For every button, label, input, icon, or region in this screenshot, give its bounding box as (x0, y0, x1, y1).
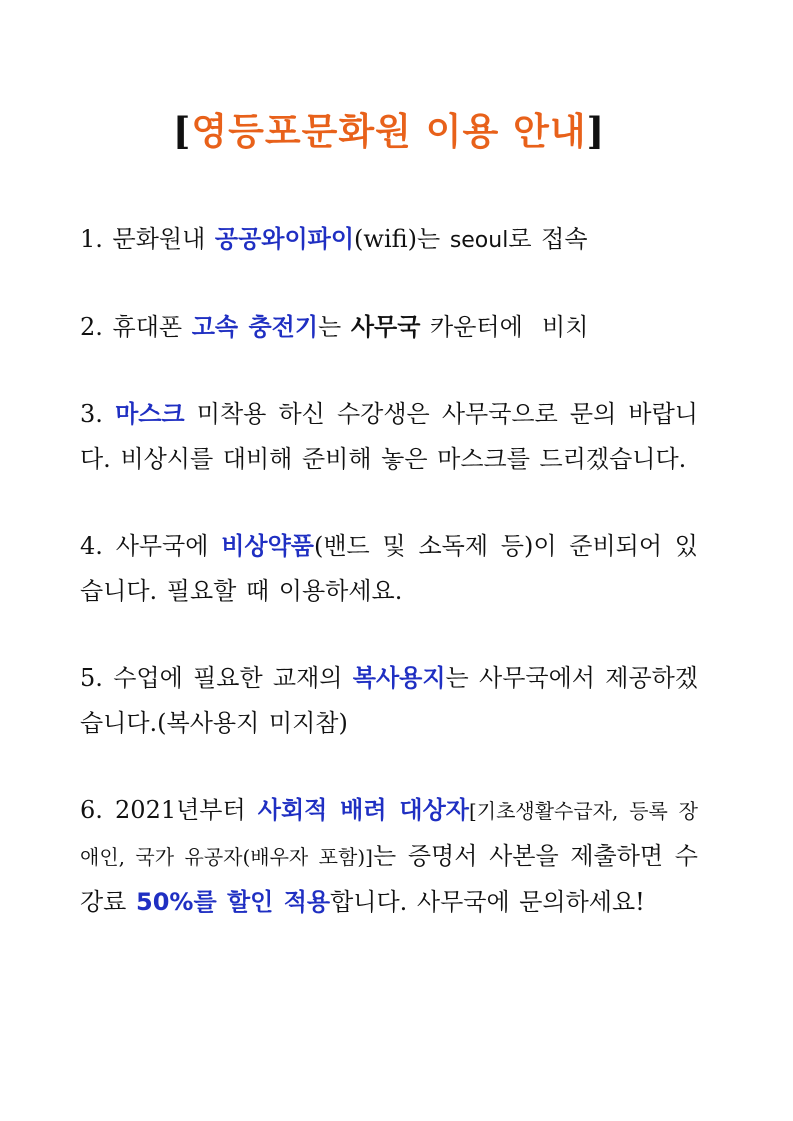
item-text: 는 사무국에서 제공하겠습니다.(복사용지 미지참) (80, 664, 698, 737)
title-text: 영등포문화원 이용 안내 (191, 109, 587, 153)
item-text: 로 접속 (508, 225, 588, 253)
notice-item-charger (80, 305, 698, 350)
item-text: 휴대폰 (112, 313, 192, 341)
title-open-bracket: [ (172, 109, 192, 153)
eligible-group-details: [기초생활수급자, 등록 장애인, 국가 유공자(배우자 포함)] (80, 799, 699, 869)
item-text: 카운터에 비치 (420, 313, 589, 341)
highlight-mask: 마스크 (115, 400, 185, 428)
highlight-public-wifi: 공공와이파이 (214, 225, 355, 253)
highlight-eligible-group: 사회적 배려 대상자 (257, 796, 469, 824)
item-text: 는 증명서 사본을 제출하면 수강료 (80, 842, 698, 916)
highlight-office: 사무국 (350, 313, 421, 341)
highlight-fast-charger: 고속 충전기 (191, 313, 319, 341)
page-title (80, 103, 698, 159)
item-number: 1. (80, 225, 103, 253)
item-text: (밴드 및 소독제 등)이 준비되어 있습니다. 필요할 때 이용하세요. (80, 532, 698, 605)
highlight-copy-paper: 복사용지 (352, 664, 446, 692)
title-close-bracket: ] (586, 109, 606, 153)
highlight-emergency-medicine: 비상약품 (221, 532, 314, 560)
item-text: 문화원내 (112, 225, 215, 253)
item-text: 사무국에 (115, 532, 222, 560)
notice-item-copy-paper (80, 656, 698, 746)
highlight-discount: 50%를 할인 적용 (136, 888, 331, 916)
notice-item-mask (80, 392, 698, 482)
item-text: 2021년부터 (115, 796, 258, 824)
item-number: 6. (80, 796, 103, 824)
item-text: 는 (318, 313, 351, 341)
item-text: 합니다. 사무국에 문의하세요! (330, 888, 645, 916)
notice-item-discount (80, 788, 698, 925)
item-number: 2. (80, 313, 103, 341)
item-number: 4. (80, 532, 103, 560)
notice-item-wifi (80, 217, 698, 263)
item-number: 3. (80, 400, 103, 428)
wifi-network-name: seoul (449, 228, 509, 253)
item-number: 5. (80, 664, 103, 692)
notice-item-first-aid (80, 524, 698, 614)
item-text: 수업에 필요한 교재의 (113, 664, 353, 692)
item-text: (wifi)는 (354, 225, 450, 253)
item-text: 미착용 하신 수강생은 사무국으로 문의 바랍니다. 비상시를 대비해 준비해 놓은 마스크를 드리겠습니다. (80, 400, 698, 473)
